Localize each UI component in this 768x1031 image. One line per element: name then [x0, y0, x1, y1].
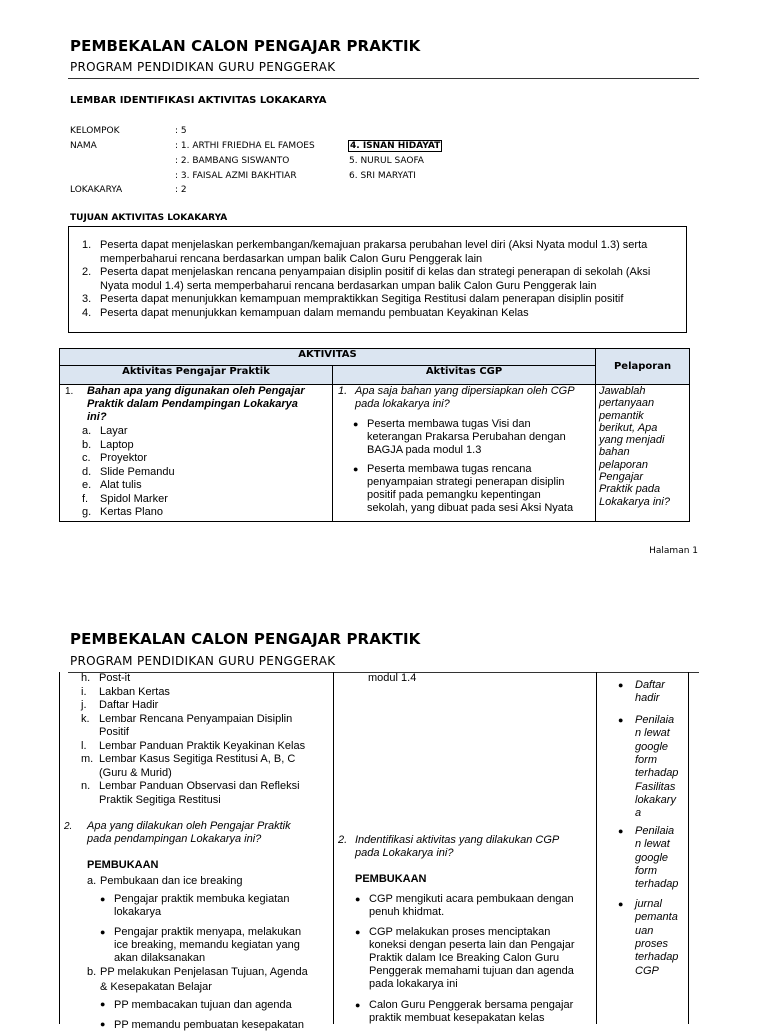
kelompok-value: : 5: [175, 126, 187, 136]
tujuan-number: 1.: [82, 239, 92, 251]
bullet-line: Daftar: [635, 679, 665, 691]
continued-text: modul 1.4: [368, 672, 417, 684]
bullet-line: akan dilaksanakan: [114, 952, 206, 964]
list-item: PP melakukan Penjelasan Tujuan, Agenda: [100, 966, 308, 978]
cgp-cell: [333, 385, 596, 522]
list-marker: d.: [82, 465, 92, 478]
bullet-line: a: [635, 807, 642, 820]
list-marker: f.: [82, 492, 89, 505]
bullet-line: koneksi dengan peserta lain dan Pengajar: [369, 939, 575, 951]
table-border: [333, 672, 334, 1024]
question-number: 2.: [338, 834, 348, 846]
bullet-line: praktik membuat kesepakatan kelas: [369, 1012, 545, 1024]
bullet-line: Penilaia: [635, 714, 675, 726]
pengajar-cell: [60, 385, 333, 522]
bullet-line: penyampaian strategi penerapan disiplin: [367, 476, 565, 488]
pelaporan-line: pelaporan: [599, 458, 648, 471]
tujuan-item: [82, 293, 682, 307]
list-item: Daftar Hadir: [99, 699, 159, 711]
list-item: Positif: [99, 726, 129, 738]
bullet-line: n lewat: [635, 838, 670, 851]
list-item: & Kesepakatan Belajar: [100, 981, 212, 993]
list-item: Spidol Marker: [100, 492, 168, 505]
bullet-icon: ●: [355, 894, 361, 904]
bullet-line: Fasilitas: [635, 780, 676, 793]
bullet-icon: ●: [355, 1000, 361, 1010]
list-marker: b.: [87, 966, 97, 978]
bullet-line: Penilaia: [635, 825, 675, 837]
list-item: Lembar Panduan Observasi dan Refleksi: [99, 780, 300, 792]
list-item: Lembar Panduan Praktik Keyakinan Kelas: [99, 739, 306, 752]
page-2-title: PEMBEKALAN CALON PENGAJAR PRAKTIK: [70, 630, 421, 648]
bullet-line: penuh khidmat.: [369, 906, 445, 918]
bullet-line: google: [635, 740, 669, 753]
bullet-icon: ●: [100, 999, 106, 1009]
tujuan-number: 2.: [82, 266, 92, 278]
list-item: Lakban Kertas: [99, 685, 170, 698]
question-line: Praktik dalam Pendampingan Lokakarya: [87, 398, 298, 410]
bullet-line: lokakarya: [114, 906, 162, 918]
pelaporan-line: pemantik: [599, 409, 644, 422]
bullet-line: BAGJA pada modul 1.3: [367, 444, 482, 456]
bullet-line: Praktik dalam Ice Breaking Calon Guru: [369, 952, 560, 964]
bullet-line: Peserta membawa tugas Visi dan: [367, 418, 531, 430]
bullet-line: PP memandu pembuatan kesepakatan: [114, 1019, 304, 1031]
section-heading: PEMBUKAAN: [87, 859, 159, 871]
question-number: 2.: [64, 821, 73, 832]
bullet-line: hadir: [635, 692, 660, 705]
bullet-line: positif pada pemangku kepentingan: [367, 489, 541, 501]
tujuan-heading: TUJUAN AKTIVITAS LOKAKARYA: [70, 213, 228, 223]
bullet-line: pemanta: [635, 911, 678, 924]
bullet-icon: ●: [353, 464, 359, 474]
bullet-line: n lewat: [635, 727, 670, 740]
section-heading: PEMBUKAAN: [355, 873, 427, 885]
tujuan-item: [82, 239, 682, 266]
list-item: (Guru & Murid): [99, 766, 172, 779]
name-1: : 1. ARTHI FRIEDHA EL FAMOES: [175, 141, 315, 151]
name-6: 6. SRI MARYATI: [349, 171, 416, 181]
list-item: Proyektor: [100, 452, 148, 464]
list-marker: c.: [82, 452, 91, 464]
table-border: [688, 672, 689, 1024]
page-2-subtitle: PROGRAM PENDIDIKAN GURU PENGGERAK: [70, 654, 336, 668]
pelaporan-line: pertanyaan: [599, 397, 655, 410]
question-line: ini?: [87, 411, 107, 423]
bullet-line: Penggerak memahami tujuan dan agenda: [369, 965, 574, 977]
question-line: Bahan apa yang digunakan oleh Pengajar: [87, 385, 305, 397]
bullet-icon: ●: [100, 927, 106, 937]
question-number: 1.: [338, 385, 348, 397]
name-5: 5. NURUL SAOFA: [349, 156, 424, 166]
bullet-icon: ●: [618, 826, 624, 836]
bullet-line: form: [635, 753, 657, 766]
bullet-icon: ●: [618, 715, 624, 725]
bullet-line: sekolah, yang dibuat pada sesi Aksi Nyata: [367, 502, 574, 514]
lokakarya-value: : 2: [175, 185, 187, 195]
table-border: [596, 672, 597, 1024]
bullet-line: CGP: [635, 964, 659, 977]
list-marker: k.: [81, 712, 90, 725]
tujuan-item: [82, 307, 682, 321]
kelompok-label: KELOMPOK: [70, 126, 120, 136]
list-item: Alat tulis: [100, 479, 142, 491]
pelaporan-cell: [596, 385, 690, 522]
list-item: Post-it: [99, 672, 131, 684]
bullet-line: proses: [635, 937, 669, 950]
tujuan-line: Peserta dapat menjelaskan rencana penyampaian disiplin positif di kelas dan strategi penerapan di sekolah (Aksi: [100, 266, 651, 278]
list-marker: b.: [82, 438, 92, 451]
question-line: pada Lokakarya ini?: [355, 847, 454, 859]
bullet-icon: ●: [618, 899, 624, 909]
question-line: Apa saja bahan yang dipersiapkan oleh CGP: [355, 385, 575, 397]
cgp-header: Aktivitas CGP: [333, 366, 596, 385]
question-line: pada lokakarya ini?: [355, 398, 450, 410]
question-line: pada pendampingan Lokakarya ini?: [87, 833, 262, 845]
bullet-line: Pengajar praktik membuka kegiatan: [114, 893, 290, 905]
tujuan-line: Nyata modul 1.4) serta memperbaharui rencana berdasarkan umpan balik Calon Guru Penggerak lain: [100, 279, 597, 292]
nama-label: NAMA: [70, 141, 97, 151]
page-number: Halaman 1: [649, 546, 698, 556]
bullet-line: terhadap: [635, 951, 679, 964]
bullet-line: Calon Guru Penggerak bersama pengajar: [369, 999, 574, 1011]
aktivitas-table: [59, 348, 690, 522]
table-border: [59, 672, 60, 1024]
bullet-line: Peserta membawa tugas rencana: [367, 463, 532, 475]
lokakarya-label: LOKAKARYA: [70, 185, 123, 195]
list-marker: m.: [81, 753, 94, 765]
bullet-line: uan: [635, 924, 654, 937]
bullet-icon: ●: [100, 1019, 106, 1029]
pelaporan-line: Pengajar: [599, 471, 644, 484]
bullet-line: jurnal: [635, 898, 662, 910]
bullet-line: google: [635, 851, 669, 864]
tujuan-list: [82, 239, 682, 320]
bullet-icon: ●: [353, 419, 359, 429]
page-1-subtitle: PROGRAM PENDIDIKAN GURU PENGGERAK: [70, 60, 336, 74]
aktivitas-header: AKTIVITAS: [60, 349, 596, 366]
list-marker: h.: [81, 672, 91, 684]
tujuan-item: [82, 266, 682, 293]
list-item: Lembar Rencana Penyampaian Disiplin: [99, 712, 293, 725]
pelaporan-line: Lokakarya ini?: [599, 495, 670, 508]
list-item: Laptop: [100, 438, 134, 451]
pelaporan-line: yang menjadi: [599, 434, 665, 447]
question-line: Apa yang dilakukan oleh Pengajar Praktik: [87, 820, 291, 832]
tujuan-number: 4.: [82, 306, 92, 319]
pelaporan-line: berikut, Apa: [599, 421, 658, 434]
pengajar-header: Aktivitas Pengajar Praktik: [60, 366, 333, 385]
bullet-line: terhadap: [635, 767, 679, 780]
page-1-title: PEMBEKALAN CALON PENGAJAR PRAKTIK: [70, 37, 421, 55]
tujuan-line: Peserta dapat menunjukkan kemampuan dalam memandu pembuatan Keyakinan Kelas: [100, 306, 529, 319]
pelaporan-line: Praktik pada: [599, 483, 661, 496]
pelaporan-line: Jawablah: [599, 385, 646, 397]
list-marker: e.: [82, 479, 92, 491]
list-item: Kertas Plano: [100, 506, 163, 518]
question-number: 1.: [65, 386, 74, 397]
question-line: Indentifikasi aktivitas yang dilakukan CGP: [355, 834, 560, 846]
list-marker: n.: [81, 780, 91, 792]
pelaporan-header: Pelaporan: [596, 349, 690, 385]
bullet-icon: ●: [100, 894, 106, 904]
bullet-icon: ●: [355, 927, 361, 937]
bullet-line: Pengajar praktik menyapa, melakukan: [114, 926, 302, 938]
bullet-line: PP membacakan tujuan dan agenda: [114, 999, 292, 1011]
list-item: Pembukaan dan ice breaking: [100, 875, 243, 887]
name-2: : 2. BAMBANG SISWANTO: [175, 156, 290, 166]
sheet-title: LEMBAR IDENTIFIKASI AKTIVITAS LOKAKARYA: [70, 95, 327, 106]
bullet-line: lokakary: [635, 793, 676, 806]
list-marker: a.: [87, 875, 97, 887]
list-marker: a.: [82, 425, 92, 437]
bullet-line: pada lokakarya ini: [369, 978, 458, 990]
list-marker: g.: [82, 506, 92, 518]
name-3: : 3. FAISAL AZMI BAKHTIAR: [175, 171, 297, 181]
header-divider: [68, 78, 699, 79]
bullet-line: form: [635, 864, 657, 877]
bullet-line: CGP mengikuti acara pembukaan dengan: [369, 893, 574, 905]
list-item: Layar: [100, 425, 128, 437]
list-item: Praktik Segitiga Restitusi: [99, 793, 221, 806]
bullet-line: keterangan Prakarsa Perubahan dengan: [367, 431, 566, 443]
tujuan-line: memperbaharui rencana berdasarkan umpan balik Calon Guru Penggerak lain: [100, 252, 483, 265]
list-marker: i.: [81, 685, 87, 698]
list-marker: j.: [81, 699, 87, 711]
pelaporan-line: bahan: [599, 446, 630, 459]
list-item: Slide Pemandu: [100, 465, 175, 478]
tujuan-line: Peserta dapat menjelaskan perkembangan/kemajuan prakarsa perubahan level diri (Aksi Nyata modul 1.3) serta: [100, 239, 648, 251]
list-marker: l.: [81, 739, 87, 752]
name-4: 4. ISNAN HIDAYAT: [350, 141, 441, 151]
tujuan-number: 3.: [82, 293, 92, 305]
bullet-icon: ●: [618, 680, 624, 690]
bullet-line: CGP melakukan proses menciptakan: [369, 926, 551, 938]
bullet-line: terhadap: [635, 878, 679, 891]
list-item: Lembar Kasus Segitiga Restitusi A, B, C: [99, 753, 296, 765]
tujuan-line: Peserta dapat menunjukkan kemampuan mempraktikkan Segitiga Restitusi dalam penerapan disiplin positif: [100, 293, 624, 305]
bullet-line: ice breaking, memandu kegiatan yang: [114, 939, 300, 951]
